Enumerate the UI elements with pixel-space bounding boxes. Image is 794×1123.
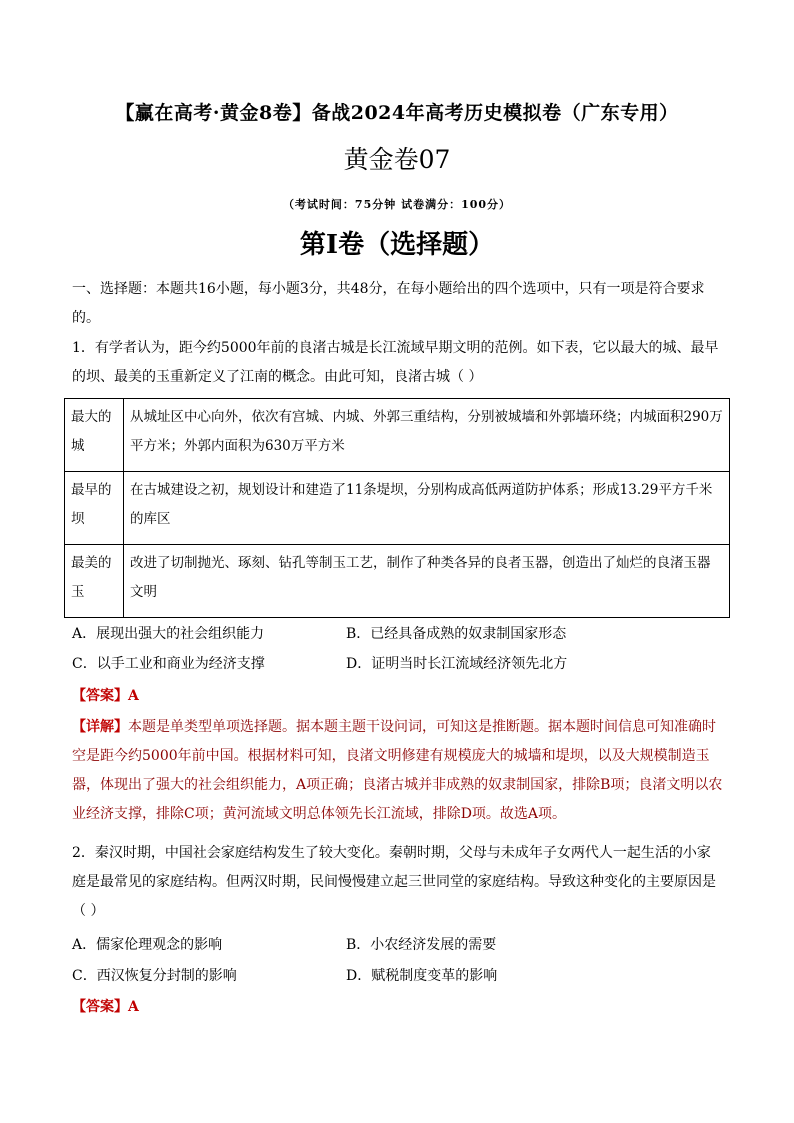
q1-option-b: B．已经具备成熟的奴隶制国家形态 [346, 626, 567, 642]
question-2-stem: 2．秦汉时期，中国社会家庭结构发生了较大变化。秦朝时期，父母与未成年子女两代人一起生活的小家庭是最常见的家庭结构。但两汉时期，民间慢慢建立起三世同堂的家庭结构。导致这种变化的主要原因是（ ） [72, 845, 716, 919]
q1-answer [72, 682, 724, 711]
table-row-body: 从城址区中心向外，依次有宫城、内城、外郭三重结构，分别被城墙和外郭墙环绕；内城面积290万平方米；外郭内面积为630万平方米 [124, 399, 730, 472]
q2-option-a: A．儒家伦理观念的影响 [72, 937, 223, 953]
table-row [65, 545, 730, 618]
table-row-head: 最早的坝 [65, 472, 124, 545]
answer-label: 【答案】 [72, 688, 128, 704]
detail-label: 【详解】 [72, 719, 128, 735]
table-row-head: 最美的玉 [65, 545, 124, 618]
question-1-stem: 1．有学者认为，距今约5000年前的良渚古城是长江流域早期文明的范例。如下表，它以最大的城、最早的坝、最美的玉重新定义了江南的概念。由此可知，良渚古城（ ） [72, 340, 719, 385]
instructions: 一、选择题：本题共16小题，每小题3分，共48分，在每小题给出的四个选项中，只有一项是符合要求的。 [72, 281, 705, 326]
paper-subtitle: 黄金卷07 [343, 145, 451, 174]
answer-label: 【答案】 [72, 999, 128, 1015]
question-1-table [64, 398, 730, 618]
answer-value: A [128, 999, 139, 1015]
detail-text: 本题是单类型单项选择题。据本题主题干设问词，可知这是推断题。据本题时间信息可知准确时空是距今约5000年前中国。根据材料可知，良渚文明修建有规模庞大的城墙和堤坝，以及大规模制造玉器，体现出了强大的社会组织能力，A项正确；良渚古城并非成熟的奴隶制国家，排除B项；良渚文明以农业经济支撑，排除C项；黄河流域文明总体领先长江流域，排除D项。故选A项。 [72, 719, 723, 822]
q1-detail [72, 713, 724, 829]
exam-info: （考试时间：75分钟 试卷满分：100分） [282, 198, 512, 211]
section-heading: 第I卷（选择题） [299, 230, 495, 260]
table-row [65, 399, 730, 472]
table-row-body: 在古城建设之初，规划设计和建造了11条堤坝，分别构成高低两道防护体系；形成13.29平方千米的库区 [124, 472, 730, 545]
q1-option-a: A．展现出强大的社会组织能力 [72, 626, 265, 642]
q1-option-c: C．以手工业和商业为经济支撑 [72, 656, 265, 672]
q2-option-c: C．西汉恢复分封制的影响 [72, 968, 237, 984]
document-title: 【赢在高考·黄金8卷】备战2024年高考历史模拟卷（广东专用） [115, 102, 679, 124]
q1-option-d: D．证明当时长江流域经济领先北方 [346, 656, 568, 672]
table-row [65, 472, 730, 545]
answer-value: A [128, 688, 139, 704]
q2-option-d: D．赋税制度变革的影响 [346, 968, 498, 984]
q2-answer [72, 993, 724, 1022]
q2-option-b: B．小农经济发展的需要 [346, 937, 497, 953]
table-row-body: 改进了切制抛光、琢刻、钻孔等制玉工艺，制作了种类各异的良者玉器，创造出了灿烂的良渚玉器文明 [124, 545, 730, 618]
table-row-head: 最大的城 [65, 399, 124, 472]
